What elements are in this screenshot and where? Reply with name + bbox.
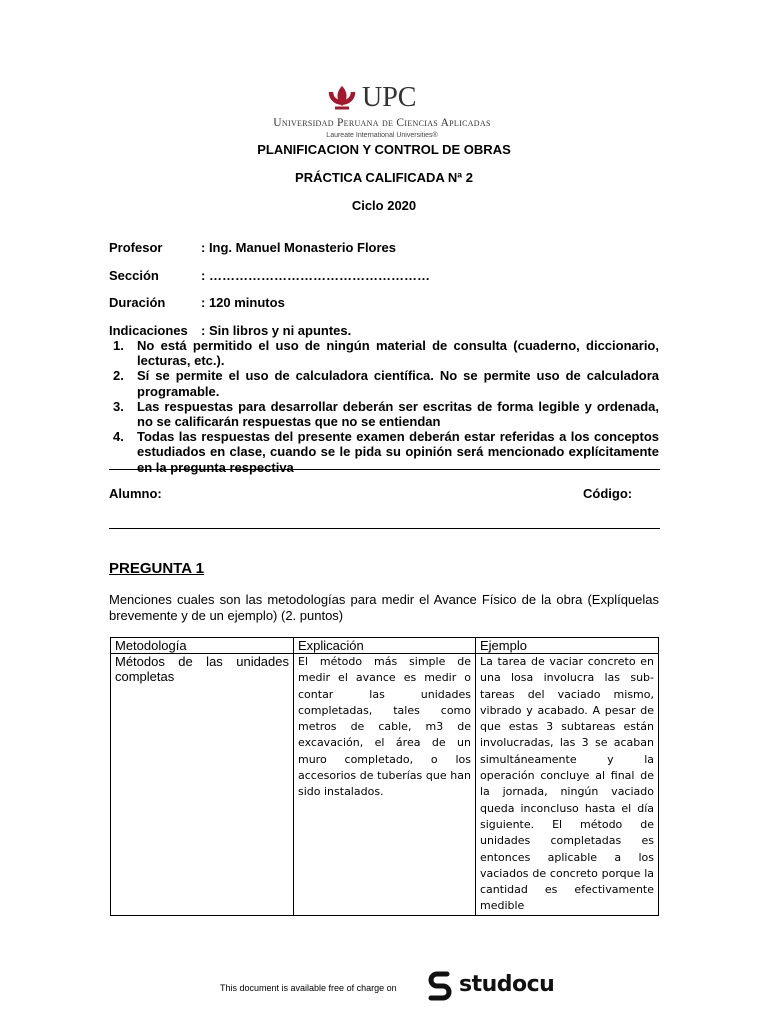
duracion-label: Duración bbox=[109, 295, 166, 310]
divider-bottom bbox=[109, 528, 660, 529]
list-item: 3. Las respuestas para desarrollar deberán ser escritas de forma legible y ordenada, no se calificarán respuestas que no se entiendan bbox=[113, 398, 659, 430]
seccion-value: : …………………………………………… bbox=[201, 268, 430, 283]
question-text: Menciones cuales son las metodologías para medir el Avance Físico de la obra (Explíquelas brevemente y de un ejemplo) (2. puntos) bbox=[109, 592, 659, 623]
table-cell-methodology: Métodos de las unidades completas bbox=[111, 654, 294, 916]
table-header-cell: Metodología bbox=[111, 638, 294, 654]
indicaciones-label: Indicaciones bbox=[109, 323, 188, 338]
question-heading: PREGUNTA 1 bbox=[109, 560, 205, 577]
table-cell-example: La tarea de vaciar concreto en una losa involucra las sub-tareas del vaciado mismo, vibrado y acabado. A pesar de que estas 3 subtareas están involucradas, las 3 se acaban simultáneamente y la operación concluye al final de la jornada, ningún vaciado queda inconcluso hasta el día siguiente. El método de unidades completadas es entonces aplicable a los vaciados de concreto porque la cantidad es efectivamente medible bbox=[476, 654, 659, 916]
profesor-label: Profesor bbox=[109, 240, 163, 255]
methodology-table bbox=[110, 637, 659, 916]
studocu-icon bbox=[425, 971, 455, 1001]
university-subtitle: Laureate International Universities® bbox=[326, 132, 438, 139]
table-header-row bbox=[111, 638, 659, 654]
list-item: 4. Todas las respuestas del presente examen deberán estar referidas a los conceptos estudiados en clase, cuando se le pida su opinión será mencionado explícitamente en la pregunta respectiva bbox=[113, 429, 659, 475]
codigo-label: Código: bbox=[583, 486, 633, 501]
studocu-brand: studocu bbox=[459, 972, 555, 997]
footer-text: This document is available free of charge on bbox=[220, 983, 397, 993]
table-cell-explanation: El método más simple de medir el avance es medir o contar las unidades completadas, tales como metros de cable, m3 de excavación, el área de un muro completado, o los accesorios de tuberías que han sido instalados. bbox=[294, 654, 476, 916]
university-logo bbox=[252, 84, 512, 142]
indicaciones-value: : Sin libros y ni apuntes. bbox=[201, 323, 352, 338]
exam-title: PRÁCTICA CALIFICADA Nª 2 bbox=[295, 170, 473, 185]
seccion-label: Sección bbox=[109, 268, 159, 283]
duracion-value: : 120 minutos bbox=[201, 295, 285, 310]
upc-emblem-icon bbox=[328, 84, 356, 114]
rules-list bbox=[109, 338, 659, 475]
cycle-label: Ciclo 2020 bbox=[351, 198, 417, 213]
table-row bbox=[111, 654, 659, 916]
list-item: 1. No está permitido el uso de ningún material de consulta (cuaderno, diccionario, lecturas, etc.). bbox=[113, 338, 659, 369]
table-header-cell: Ejemplo bbox=[476, 638, 659, 654]
course-title: PLANIFICACION Y CONTROL DE OBRAS bbox=[257, 142, 511, 157]
list-item: 2. Sí se permite el uso de calculadora científica. No se permite uso de calculadora programable. bbox=[113, 368, 659, 399]
university-name: Universidad Peruana de Ciencias Aplicadas bbox=[273, 117, 491, 129]
table-header-cell: Explicación bbox=[294, 638, 476, 654]
profesor-value: : Ing. Manuel Monasterio Flores bbox=[201, 240, 397, 255]
alumno-label: Alumno: bbox=[109, 486, 162, 501]
logo-text: UPC bbox=[362, 82, 417, 113]
divider-top bbox=[109, 469, 660, 470]
